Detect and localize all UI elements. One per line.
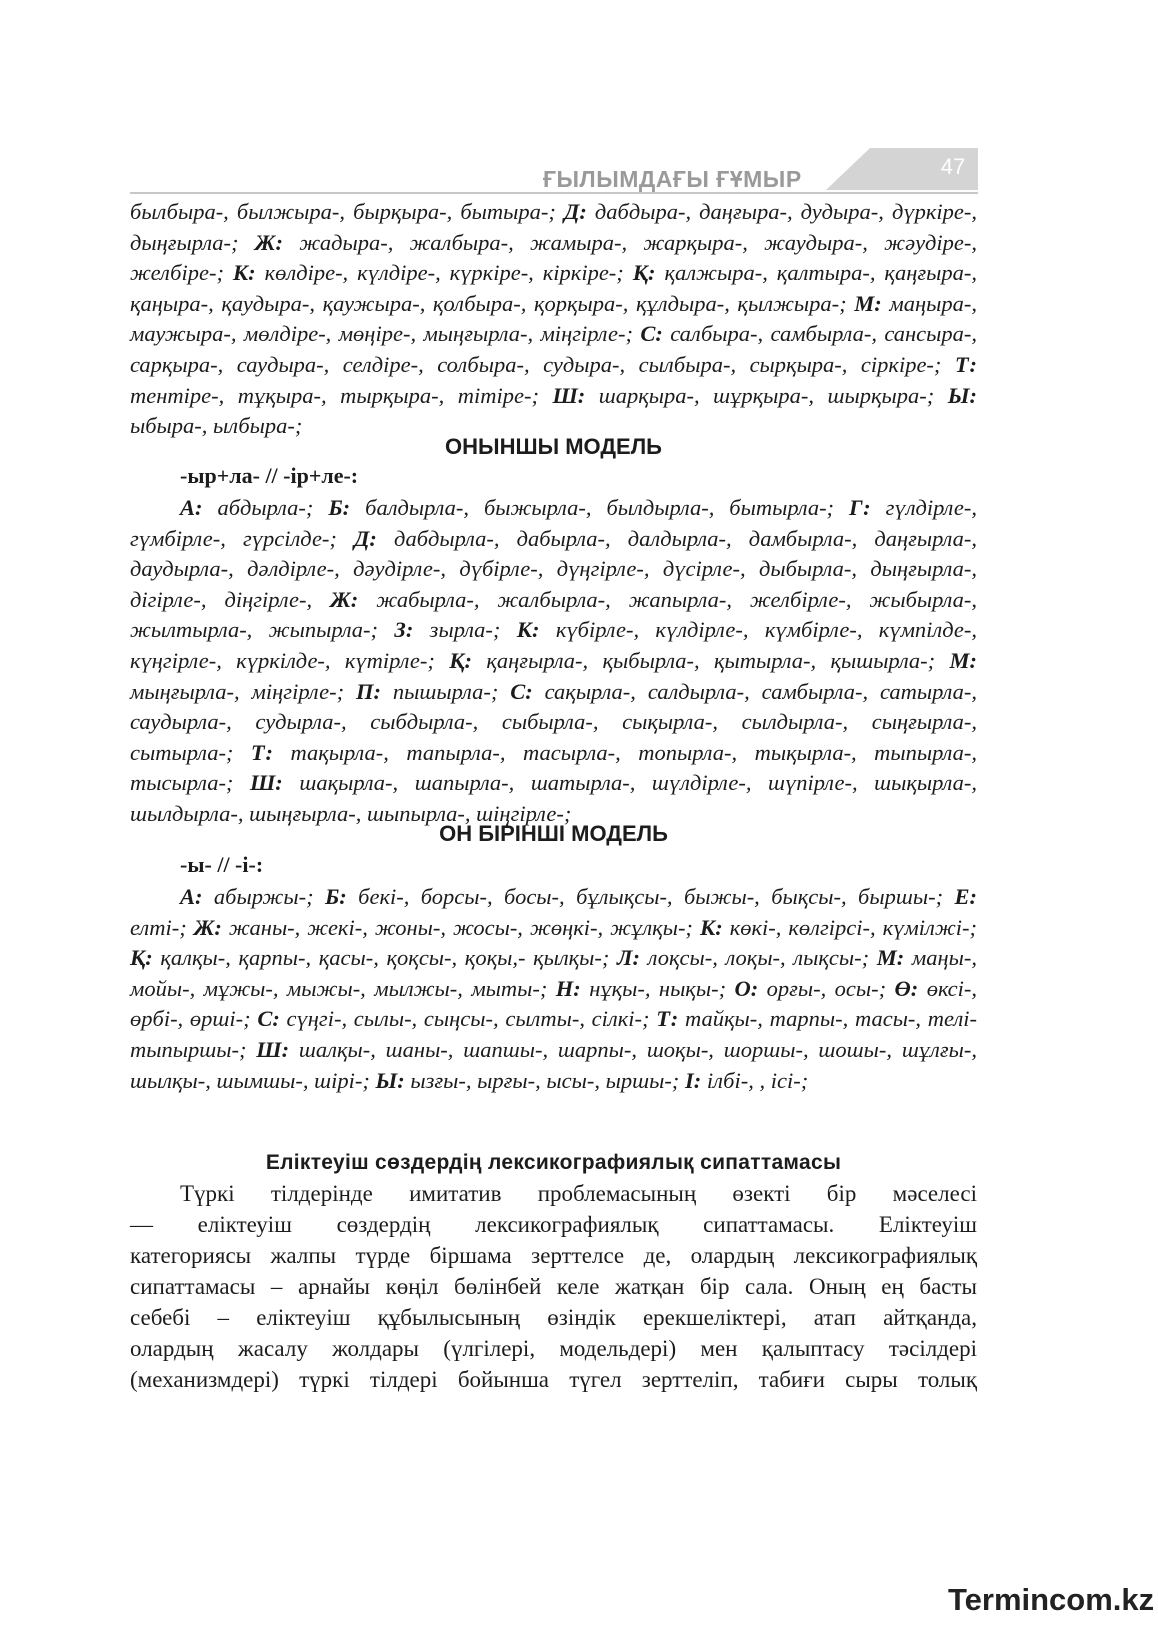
letter-marker: М: — [854, 290, 882, 316]
body-line: категориясы жалпы түрде біршама зерттелсе де, олардың лексикографиялық — [130, 1243, 977, 1268]
letter-marker: А: — [180, 884, 203, 909]
letter-marker: Т: — [954, 351, 977, 377]
body-line: — еліктеуіш сөздердің лексикографиялық сипаттамасы. Еліктеуіш — [130, 1212, 977, 1237]
letter-marker: Ж: — [193, 914, 222, 940]
word-run: жаны-, жекі-, жоны-, жосы-, жөңкі-, жұлқы-; — [221, 914, 700, 940]
word-run: ілбі-, , ісі-; — [701, 1067, 809, 1093]
word-run: абдырла-; — [202, 495, 329, 520]
letter-marker: С: — [257, 1006, 280, 1032]
body-line: себебі – еліктеуіш құбылысының өзіндік ерекшеліктері, атап айтқанда, — [130, 1305, 977, 1330]
word-run: өксі-, өрбі-, өрші-; — [130, 975, 977, 1032]
word-run: балдырла-, быжырла-, былдырла-, бытырла-; — [350, 495, 850, 520]
word-run: елті-; — [130, 914, 194, 940]
letter-marker: Ы: — [375, 1067, 405, 1093]
word-run: маңы-, мойы-, мұжы-, мыжы-, мылжы-, мыты-; — [130, 945, 977, 1001]
word-run: нұқы-, нықы-; — [580, 975, 735, 1001]
body-line: олардың жасалу жолдары (үлгілері, модельдері) мен қалыптасу тәсілдері — [130, 1336, 977, 1361]
letter-marker: Д: — [354, 525, 377, 551]
word-run: көлдіре-, күлдіре-, күркіре-, кіркіре-; — [255, 260, 633, 286]
word-run: тақырла-, тапырла-, тасырла-, топырла-, тықырла-, тыпырла-, тысырла-; — [130, 739, 977, 796]
letter-marker: Ж: — [330, 586, 359, 612]
word-run: гүлдірле-, гүмбірле-, гүрсілде-; — [130, 495, 978, 551]
letter-marker: Б: — [328, 495, 351, 520]
letter-marker: Б: — [324, 884, 347, 909]
model-11-word-list — [130, 882, 977, 1096]
word-run: шарқыра-, шұрқыра-, шырқыра-; — [585, 382, 948, 408]
letter-marker: Қ: — [449, 647, 473, 673]
word-run: бекі-, борсы-, босы-, бұлықсы-, быжы-, бықсы-, быршы-; — [346, 884, 955, 909]
word-run: былбыра-, былжыра-, бырқыра-, бытыра-; — [130, 199, 564, 224]
letter-marker: Ж: — [254, 229, 283, 255]
word-run: сақырла-, салдырла-, самбырла-, сатырла-, саудырла-, судырла-, сыбдырла-, сыбырла-, сықырла-, сылдырла-, сыңғырла-, сытырла-; — [130, 678, 977, 765]
letter-marker: О: — [734, 975, 759, 1001]
model-10-word-list — [130, 493, 977, 830]
word-run: дабдырла-, дабырла-, далдырла-, дамбырла-, даңғырла-, даудырла-, дәлдірле-, дәудірле-, дүбірле-, дүңгірле-, дүсірле-, дыбырла-, дыңғырла-, дігірле-, діңгірле-, — [130, 525, 977, 612]
model-11-suffix: -ы- // -і-: — [180, 852, 264, 877]
letter-marker: С: — [510, 678, 533, 704]
body-line: (механизмдері) түркі тілдері бойынша түгел зерттеліп, табиғи сыры толық — [130, 1367, 977, 1392]
letter-marker: Ы: — [947, 382, 977, 408]
word-run: сүңгі-, сылы-, сыңсы-, сылты-, сілкі-; — [279, 1006, 657, 1032]
letter-marker: Г: — [849, 495, 871, 520]
word-run: салбыра-, самбырла-, сансыра-, сарқыра-, саудыра-, селдіре-, солбыра-, судыра-, сылбыра-, сырқыра-, сіркіре-; — [130, 321, 978, 377]
word-list-continued — [130, 197, 977, 442]
word-run: мыңғырла-, міңгірле-; — [130, 678, 356, 704]
letter-marker: Ө: — [894, 975, 919, 1001]
word-run: пышырла-; — [380, 678, 511, 704]
page-number: 47 — [940, 154, 966, 179]
letter-marker: К: — [232, 260, 256, 286]
section-body — [130, 1178, 977, 1395]
letter-marker: З: — [394, 617, 414, 643]
letter-marker: Ш: — [256, 1036, 290, 1062]
letter-marker: Т: — [656, 1006, 679, 1032]
word-run: тайқы-, тарпы-, тасы-, телі-тыпыршы-; — [130, 1006, 977, 1062]
word-run: ыбыра-, ылбыра-; — [130, 413, 303, 439]
word-run: орғы-, осы-; — [758, 975, 895, 1001]
word-run: лоқсы-, лоқы-, лықсы-; — [639, 945, 877, 971]
letter-marker: Ш: — [552, 382, 586, 408]
word-run: қаңғырла-, қыбырла-, қытырла-, қышырла-; — [472, 647, 950, 673]
letter-marker: Қ: — [130, 945, 153, 971]
letter-marker: Ш: — [249, 770, 283, 796]
word-run: дабдыра-, даңғыра-, дудыра-, дүркіре-, дыңғырла-; — [130, 199, 978, 255]
section-title: Еліктеуіш сөздердің лексикографиялық сипаттамасы — [265, 1151, 842, 1174]
letter-marker: І: — [684, 1067, 702, 1093]
letter-marker: С: — [640, 321, 663, 347]
word-run: зырла-; — [413, 617, 517, 643]
word-run: күбірле-, күлдірле-, күмбірле-, күмпілде-, күңгірле-, күркілде-, күтірле-; — [130, 617, 977, 673]
letter-marker: К: — [699, 914, 723, 940]
body-line: сипаттамасы – арнайы көңіл бөлінбей келе жатқан бір сала. Оның ең басты — [130, 1274, 977, 1299]
word-run: жабырла-, жалбырла-, жапырла-, желбірле-, жыбырла-, жылтырла-, жыпырла-; — [130, 586, 977, 643]
word-run: жадыра-, жалбыра-, жамыра-, жарқыра-, жаудыра-, жәудіре-, желбіре-; — [130, 229, 978, 286]
word-run: көкі-, көлгірсі-, күмілжі-; — [722, 914, 977, 940]
word-run: абыржы-; — [202, 884, 325, 909]
letter-marker: А: — [180, 495, 203, 520]
letter-marker: К: — [516, 617, 540, 643]
word-run: ызғы-, ырғы-, ысы-, ыршы-; — [404, 1067, 685, 1093]
letter-marker: Д: — [563, 199, 587, 224]
word-run: қалжыра-, қалтыра-, қаңғыра-, қаңыра-, қаудыра-, қаужыра-, қолбыра-, қорқыра-, құлдыра-, қылжыра-; — [130, 260, 978, 316]
letter-marker: Н: — [555, 975, 581, 1001]
running-title: ҒЫЛЫМДАҒЫ ҒҰМЫР — [543, 166, 802, 192]
letter-marker: Т: — [250, 739, 273, 765]
word-run: маңыра-, маужыра-, мөлдіре-, мөңіре-, мыңғырла-, міңгірле-; — [130, 290, 977, 347]
word-run: қалқы-, қарпы-, қасы-, қоқсы-, қоқы,- қылқы-; — [152, 945, 618, 971]
word-run: шалқы-, шаны-, шапшы-, шарпы-, шоқы-, шоршы-, шошы-, шұлғы-, шылқы-, шымшы-, шірі-; — [130, 1036, 977, 1093]
word-run: шақырла-, шапырла-, шатырла-, шүлдірле-, шүпірле-, шықырла-, шылдырла-, шыңғырла-, шыпырла-, шіңгірле-; — [130, 770, 977, 826]
letter-marker: Л: — [617, 945, 640, 971]
body-line: Түркі тілдерінде имитатив проблемасының өзекті бір мәселесі — [180, 1181, 977, 1206]
word-run: тентіре-, тұқыра-, тырқыра-, тітіре-; — [130, 382, 553, 408]
model-11-title: ОН БІРІНШІ МОДЕЛЬ — [439, 821, 668, 846]
letter-marker: Қ: — [632, 260, 656, 286]
header-rule — [130, 192, 978, 194]
letter-marker: М: — [876, 945, 905, 971]
letter-marker: П: — [355, 678, 381, 704]
letter-marker: Е: — [954, 884, 977, 909]
model-10-title: ОНЫНШЫ МОДЕЛЬ — [445, 434, 662, 459]
letter-marker: М: — [949, 647, 977, 673]
site-watermark: Termincom.kz — [948, 1582, 1155, 1617]
model-10-suffix: -ыр+ла- // -ір+ле-: — [180, 463, 359, 488]
